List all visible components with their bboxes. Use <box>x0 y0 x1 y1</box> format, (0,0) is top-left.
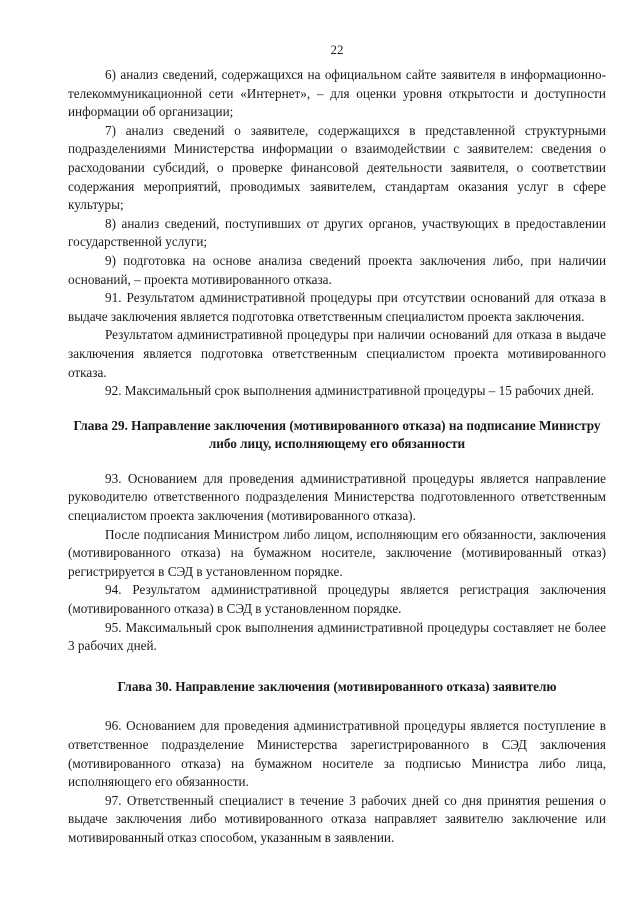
paragraph-96: 96. Основанием для проведения административной процедуры является поступление в ответственное подразделение Министерства зарегистрированного в СЭД заключения (мотивированного отказа) на бумажном носителе за подписью Министра либо лица, исполняющего его обязанности. <box>68 718 606 790</box>
page-number: 22 <box>330 42 344 57</box>
chapter-30-heading: Глава 30. Направление заключения (мотивированного отказа) заявителю <box>117 678 557 694</box>
paragraph-93: 93. Основанием для проведения административной процедуры является направление руководителю ответственного подразделения Министерства подготовленного ответственным специалистом проекта заключения (мотивированного отказа). <box>68 470 606 524</box>
paragraph-item-7: 7) анализ сведений о заявителе, содержащихся в представленной структурными подразделениями Министерства информации о взаимодействии с заявителем: сведения о расходовании субсидий, о проверке финансовой деятельности заявителя, о соответствии содержания мероприятий, проводимых заявителем, стандартам оказания услуг в сфере культуры; <box>68 122 606 213</box>
paragraph-item-9: 9) подготовка на основе анализа сведений проекта заключения либо, при наличии оснований, – проекта мотивированного отказа. <box>68 252 606 287</box>
paragraph-91: 91. Результатом административной процедуры при отсутствии оснований для отказа в выдаче заключения является подготовка ответственным специалистом проекта заключения. <box>68 290 606 324</box>
paragraph-92: 92. Максимальный срок выполнения административной процедуры – 15 рабочих дней. <box>105 383 595 399</box>
paragraph-95: 95. Максимальный срок выполнения административной процедуры составляет не более 3 рабочих дней. <box>68 619 606 654</box>
paragraph-item-8: 8) анализ сведений, поступивших от других органов, участвующих в предоставлении государственной услуги; <box>68 215 606 250</box>
paragraph-91-continued: Результатом административной процедуры при наличии оснований для отказа в выдаче заключения является подготовка ответственным специалистом проекта мотивированного отказа. <box>68 327 606 380</box>
paragraph-94: 94. Результатом административной процедуры является регистрация заключения (мотивированного отказа) в СЭД в установленном порядке. <box>68 582 606 617</box>
paragraph-item-6: 6) анализ сведений, содержащихся на официальном сайте заявителя в информационно-телекоммуникационной сети «Интернет», – для оценки уровня открытости и доступности информации об организации; <box>68 67 606 120</box>
paragraph-97: 97. Ответственный специалист в течение 3 рабочих дней со дня принятия решения о выдаче заключения либо мотивированного отказа направляет заявителю заключение или мотивированный отказ способом, указанным в заявлении. <box>68 792 606 845</box>
chapter-29-heading: Глава 29. Направление заключения (мотивированного отказа) на подписание Министру либо лицу, исполняющему его обязанности <box>73 417 601 452</box>
paragraph-93-continued: После подписания Министром либо лицом, исполняющим его обязанности, заключения (мотивированного отказа) на бумажном носителе, заключение (мотивированный отказ) регистрируется в СЭД в установленном порядке. <box>68 526 606 579</box>
